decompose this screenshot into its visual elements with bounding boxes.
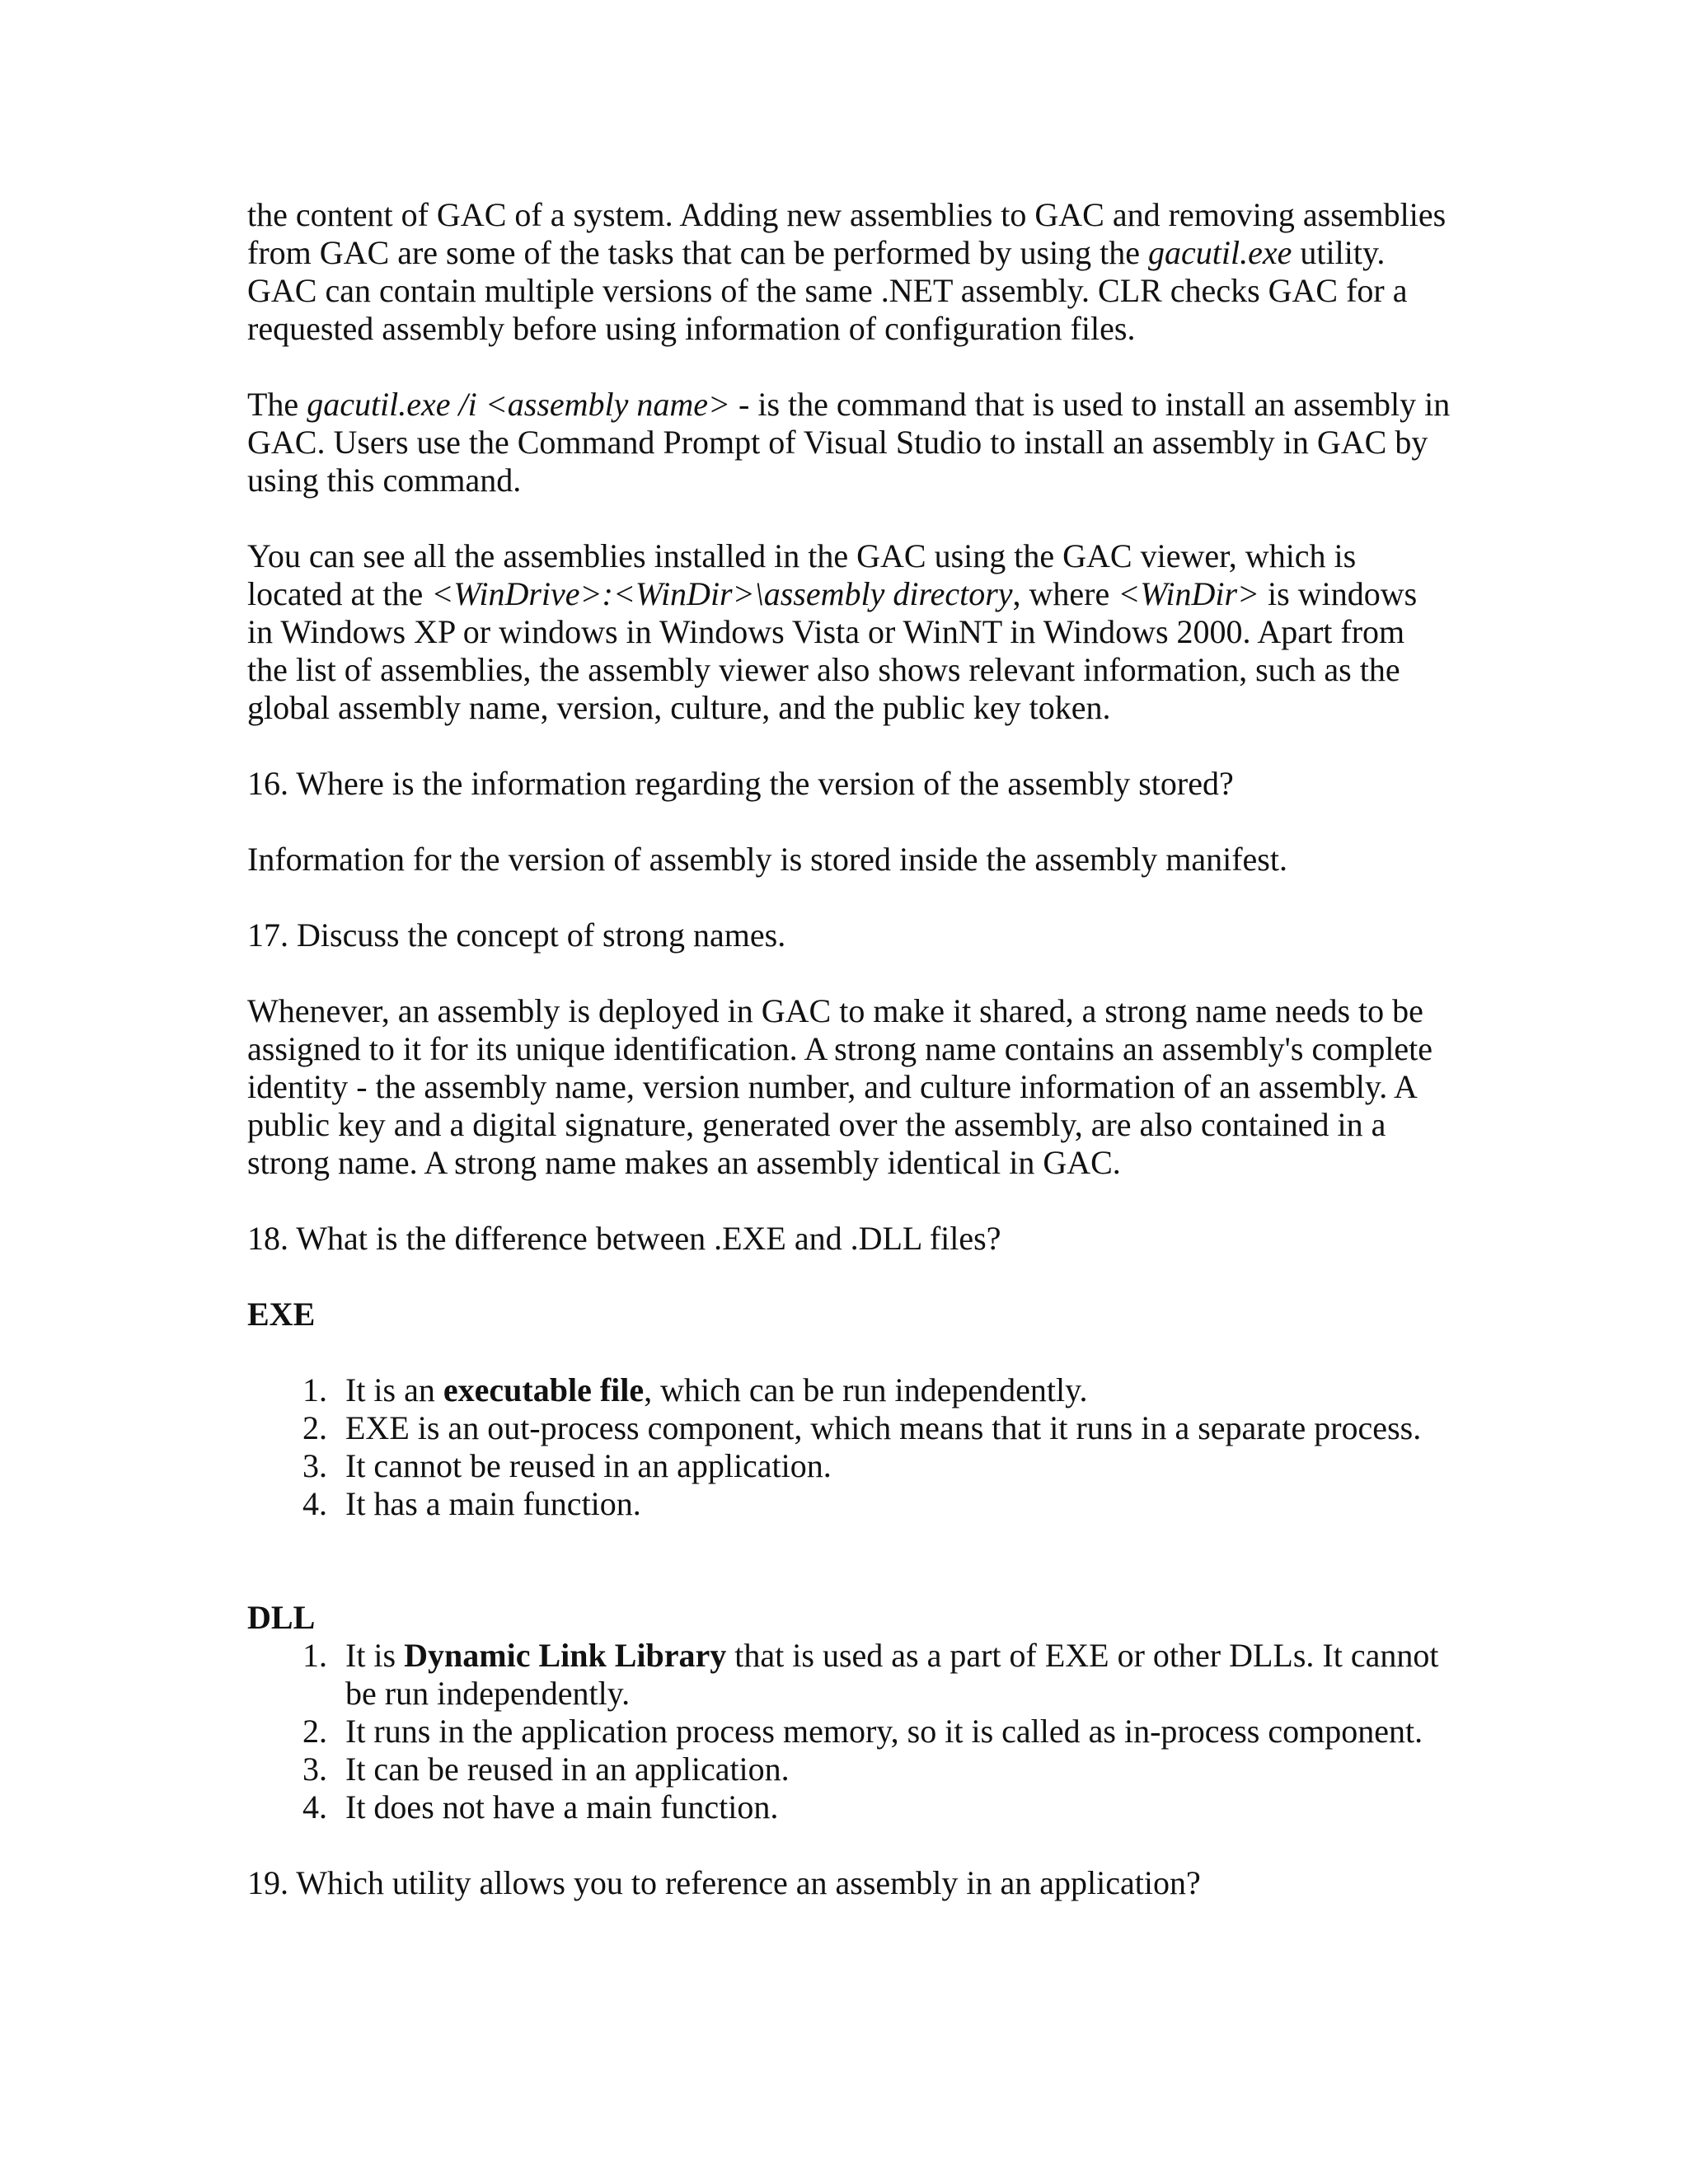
question-19: 19. Which utility allows you to reference an assembly in an application? — [247, 1864, 1201, 1901]
spacer — [247, 1561, 1451, 1599]
list-item: 1. It is Dynamic Link Library that is used as a part of EXE or other DLLs. It cannot be run independently. — [302, 1637, 1439, 1712]
exe-list — [247, 1371, 1451, 1523]
question-18: 18. What is the difference between .EXE and .DLL files? — [247, 1220, 1001, 1257]
list-item: 3. It cannot be reused in an application. — [302, 1447, 832, 1484]
list-item: 4. It does not have a main function. — [302, 1788, 779, 1825]
gacutil-command: gacutil.exe /i <assembly name> — [307, 386, 731, 423]
list-item: 2. It runs in the application process memory, so it is called as in-process component. — [302, 1713, 1423, 1750]
question-16: 16. Where is the information regarding the version of the assembly stored? — [247, 765, 1234, 802]
gacutil-term: gacutil.exe — [1148, 234, 1292, 271]
dll-list — [247, 1637, 1451, 1826]
answer-16: Information for the version of assembly is stored inside the assembly manifest. — [247, 841, 1287, 878]
paragraph-gac-viewer: You can see all the assemblies installed in the GAC using the GAC viewer, which is located at the <WinDrive>:<WinDir>\assembly directory, where <WinDir> is windows in Windows XP or windows in Windows Vista or WinNT in Windows 2000. Apart from the list of assemblies, the assembly viewer also shows relevant information, such as the global assembly name, version, culture, and the public key token. — [247, 537, 1418, 726]
question-17: 17. Discuss the concept of strong names. — [247, 916, 786, 954]
assembly-path: <WinDrive>:<WinDir>\assembly directory — [431, 575, 1013, 612]
answer-17: Whenever, an assembly is deployed in GAC to make it shared, a strong name needs to be assigned to it for its unique identification. A strong name contains an assembly's complete identity - the assembly name, version number, and culture information of an assembly. A public key and a digital signature, generated over the assembly, are also contained in a strong name. A strong name makes an assembly identical in GAC. — [247, 992, 1433, 1181]
list-item: 3. It can be reused in an application. — [302, 1750, 790, 1788]
dll-heading: DLL — [247, 1599, 316, 1636]
paragraph-gac-intro: the content of GAC of a system. Adding new assemblies to GAC and removing assemblies from GAC are some of the tasks that can be performed by using the gacutil.exe utility. GAC can contain multiple versions of the same .NET assembly. CLR checks GAC for a requested assembly before using information of configuration files. — [247, 196, 1447, 347]
paragraph-gacutil-command: The gacutil.exe /i <assembly name> - is the command that is used to install an assembly in GAC. Users use the Command Prompt of Visual Studio to install an assembly in GAC by using this command. — [247, 386, 1451, 499]
list-item: 1. It is an executable file, which can be run independently. — [302, 1371, 1088, 1408]
windir-term: <WinDir> — [1118, 575, 1260, 612]
exe-heading: EXE — [247, 1296, 316, 1333]
list-item: 4. It has a main function. — [302, 1485, 641, 1522]
list-item: 2. EXE is an out-process component, which means that it runs in a separate process. — [302, 1409, 1422, 1446]
document-page — [247, 196, 1451, 1940]
